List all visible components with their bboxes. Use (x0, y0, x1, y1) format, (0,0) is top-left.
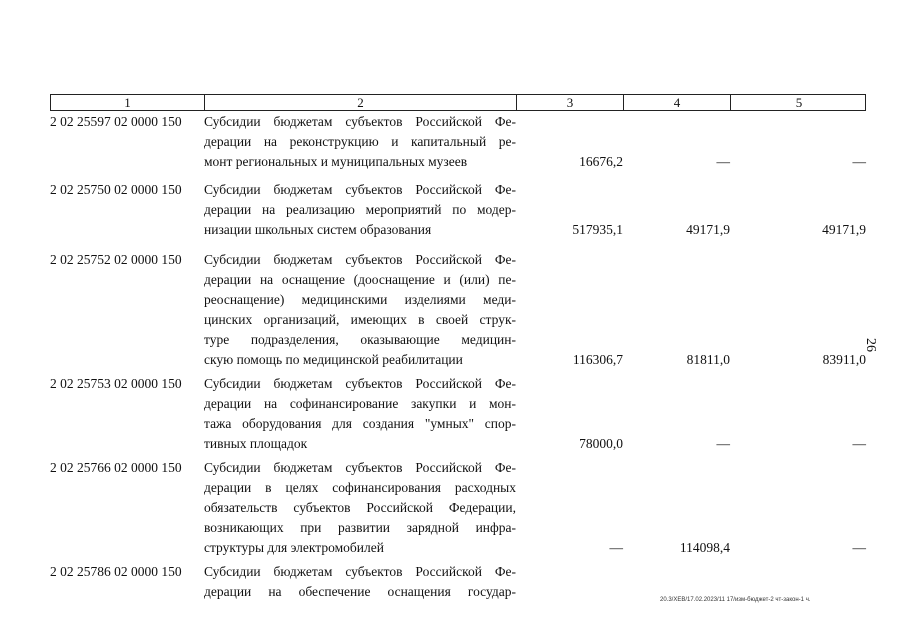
amount-col3: 517935,1 (572, 222, 623, 237)
description-line: монт региональных и муниципальных музеев (204, 154, 468, 169)
page-number: 26 (863, 338, 878, 352)
description-line: обязательств субъектов Российской Федерации, (204, 500, 516, 515)
amount-col4: — (716, 154, 730, 169)
row-description (204, 374, 516, 454)
budget-code: 2 02 25752 02 0000 150 (50, 252, 182, 267)
description-line: возникающих при развитии зарядной инфра- (204, 520, 516, 535)
amount-col5: — (852, 154, 866, 169)
amount-col4: — (716, 436, 730, 451)
description-line: дерации на софинансирование закупки и мон- (204, 396, 516, 411)
description-line: дерации на реконструкцию и капитальный ре- (204, 134, 516, 149)
column-number-1: 1 (51, 95, 205, 110)
description-line: Субсидии бюджетам субъектов Российской Фе- (204, 182, 516, 197)
row-description (204, 180, 516, 240)
amount-col4: 114098,4 (679, 540, 730, 555)
row-description (204, 250, 516, 370)
row-description (204, 112, 516, 172)
amount-col3: 16676,2 (579, 154, 623, 169)
description-line: Субсидии бюджетам субъектов Российской Фе- (204, 252, 516, 267)
budget-code: 2 02 25597 02 0000 150 (50, 114, 182, 129)
budget-code: 2 02 25753 02 0000 150 (50, 376, 182, 391)
description-line: дерации в целях софинансирования расходных (204, 480, 516, 495)
description-line: Субсидии бюджетам субъектов Российской Фе- (204, 564, 516, 579)
column-number-4: 4 (624, 95, 731, 110)
description-line: Субсидии бюджетам субъектов Российской Фе- (204, 114, 516, 129)
description-line: Субсидии бюджетам субъектов Российской Фе- (204, 376, 516, 391)
description-line: структуры для электромобилей (204, 540, 384, 555)
amount-col5: — (852, 436, 866, 451)
column-number-header (50, 94, 866, 111)
amount-col3: 116306,7 (572, 352, 623, 367)
column-number-2: 2 (205, 95, 517, 110)
description-line: реоснащение) медицинскими изделиями меди- (204, 292, 516, 307)
row-description (204, 562, 516, 602)
amount-col3: — (609, 540, 623, 555)
description-line: тажа оборудования для создания "умных" спор- (204, 416, 516, 431)
description-line: туре подразделения, оказывающие медицин- (204, 332, 516, 347)
description-line: цинских организаций, имеющих в своей струк- (204, 312, 516, 327)
row-description (204, 458, 516, 558)
amount-col5: 49171,9 (822, 222, 866, 237)
amount-col5: — (852, 540, 866, 555)
budget-code: 2 02 25766 02 0000 150 (50, 460, 182, 475)
description-line: дерации на обеспечение оснащения государ- (204, 584, 516, 599)
column-number-3: 3 (517, 95, 624, 110)
description-line: низации школьных систем образования (204, 222, 432, 237)
amount-col5: 83911,0 (822, 352, 866, 367)
description-line: дерации на оснащение (дооснащение и (или) пе- (204, 272, 516, 287)
description-line: Субсидии бюджетам субъектов Российской Фе- (204, 460, 516, 475)
amount-col4: 49171,9 (686, 222, 730, 237)
description-line: тивных площадок (204, 436, 308, 451)
description-line: дерации на реализацию мероприятий по модер- (204, 202, 516, 217)
description-line: скую помощь по медицинской реабилитации (204, 352, 463, 367)
budget-code: 2 02 25786 02 0000 150 (50, 564, 182, 579)
amount-col4: 81811,0 (686, 352, 730, 367)
footer-stamp: 20.3/ХЕВ/17.02.2023/11 17/изм-бюджет-2 чт-закон-1 ч. (660, 597, 811, 603)
amount-col3: 78000,0 (579, 436, 623, 451)
budget-code: 2 02 25750 02 0000 150 (50, 182, 182, 197)
column-number-5: 5 (795, 95, 803, 110)
